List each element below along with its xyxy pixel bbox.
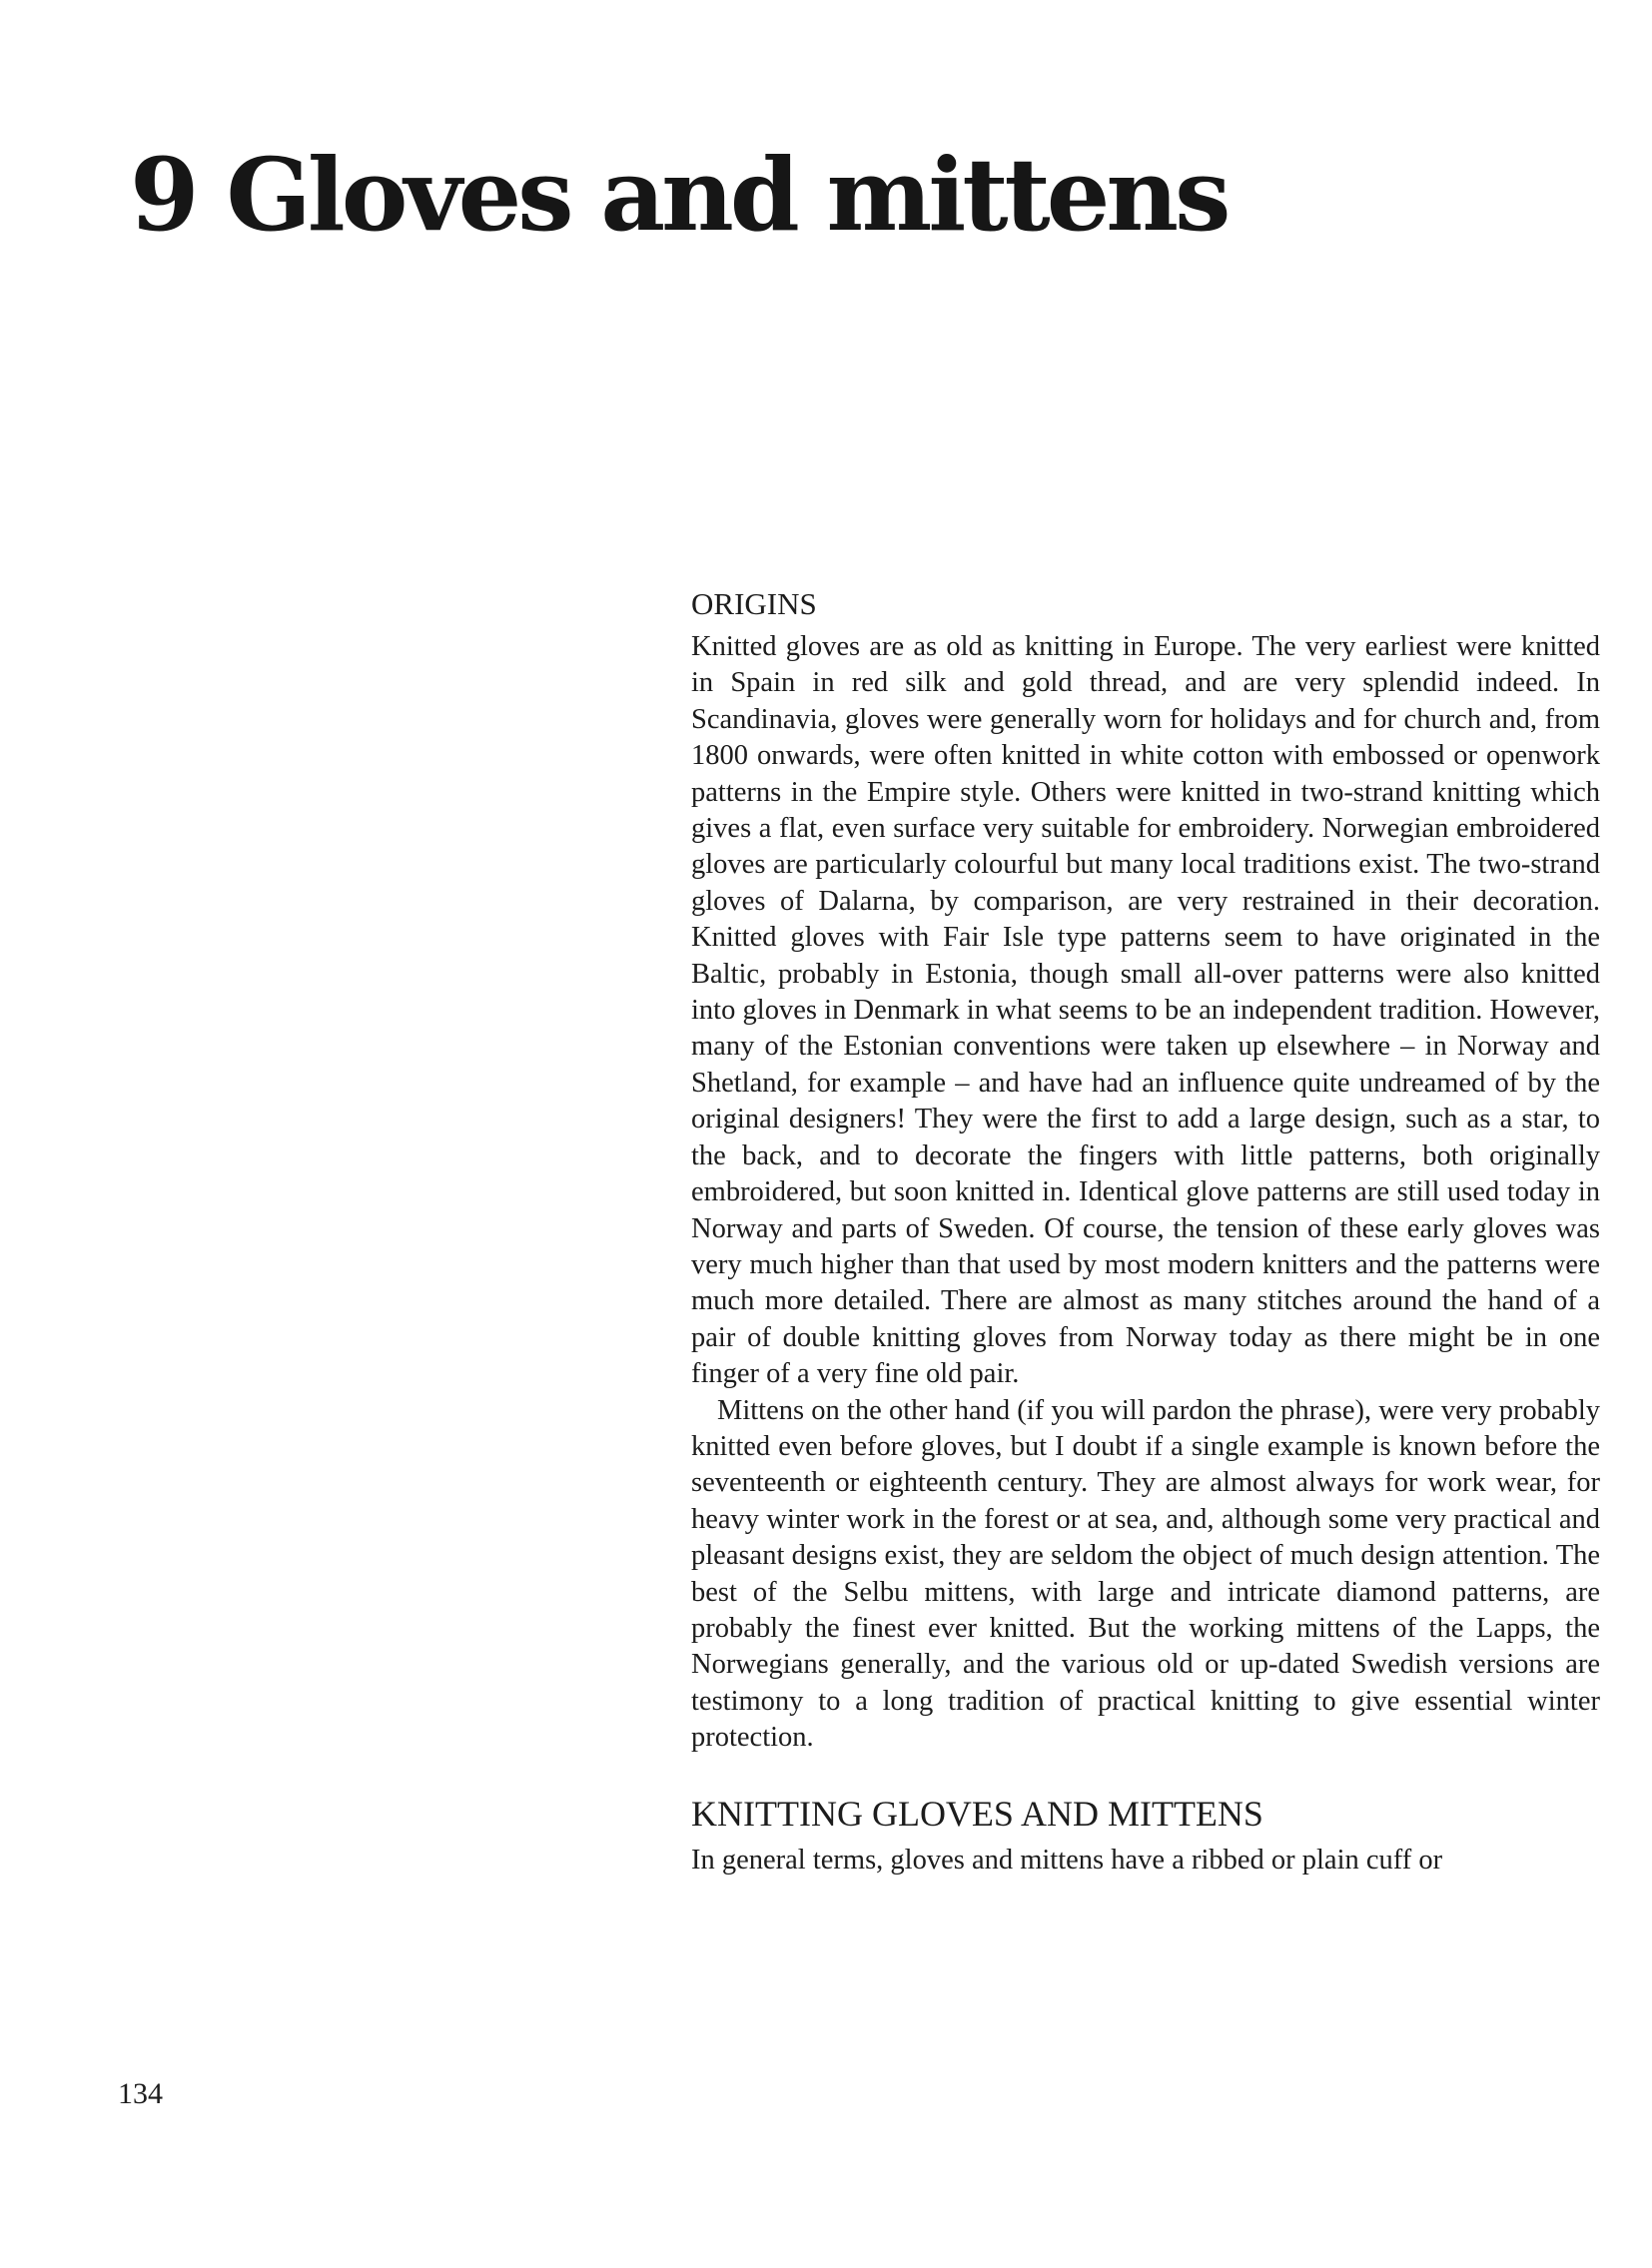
origins-paragraph-1: Knitted gloves are as old as knitting in Europe. The very earliest were knitted in Spain in red silk and gold thread, and are very splendid indeed. In Scandinavia, gloves were generally worn for holidays and for church and, from 1800 onwards, were often knitted in white cotton with embossed or openwork patterns in the Empire style. Others were knitted in two-strand knitting which gives a flat, even surface very suitable for embroidery. Norwegian embroidered gloves are particularly colourful but many local traditions exist. The two-strand gloves of Dalarna, by comparison, are very restrained in their decoration. Knitted gloves with Fair Isle type patterns seem to have originated in the Baltic, probably in Estonia, though small all-over patterns were also knitted into gloves in Denmark in what seems to be an independent tradition. However, many of the Estonian conventions were taken up elsewhere – in Norway and Shetland, for example – and have had an influence quite undreamed of by the original designers! They were the first to add a large design, such as a star, to the back, and to decorate the fingers with little patterns, both originally embroidered, but soon knitted in. Identical glove patterns are still used today in Norway and parts of Sweden. Of course, the tension of these early gloves was very much higher than that used by most modern knitters and the patterns were much more detailed. There are almost as many stitches around the hand of a pair of double knitting gloves from Norway today as there might be in one finger of a very fine old pair. — [691, 631, 1600, 1390]
section-heading-origins: ORIGINS — [691, 586, 817, 621]
knitting-paragraph-1: In general terms, gloves and mittens have a ribbed or plain cuff or — [691, 1844, 1443, 1876]
page-number: 134 — [118, 2077, 163, 2110]
chapter-title: 9 Gloves and mittens — [130, 136, 1228, 254]
section-heading-knitting-gloves-and-mittens: KNITTING GLOVES AND MITTENS — [691, 1793, 1263, 1834]
origins-paragraph-2: Mittens on the other hand (if you will pardon the phrase), were very probably knitted even before gloves, but I doubt if a single example is known before the seventeenth or eighteenth century. They are almost always for work wear, for heavy winter work in the forest or at sea, and, although some very practical and pleasant designs exist, they are seldom the object of much design attention. The best of the Selbu mittens, with large and intricate diamond patterns, are probably the finest ever knitted. But the working mittens of the Lapps, the Norwegians generally, and the various old or up-dated Swedish versions are testimony to a long tradition of practical knitting to give essential winter protection. — [691, 1394, 1600, 1754]
body-text-column — [691, 579, 1600, 1879]
